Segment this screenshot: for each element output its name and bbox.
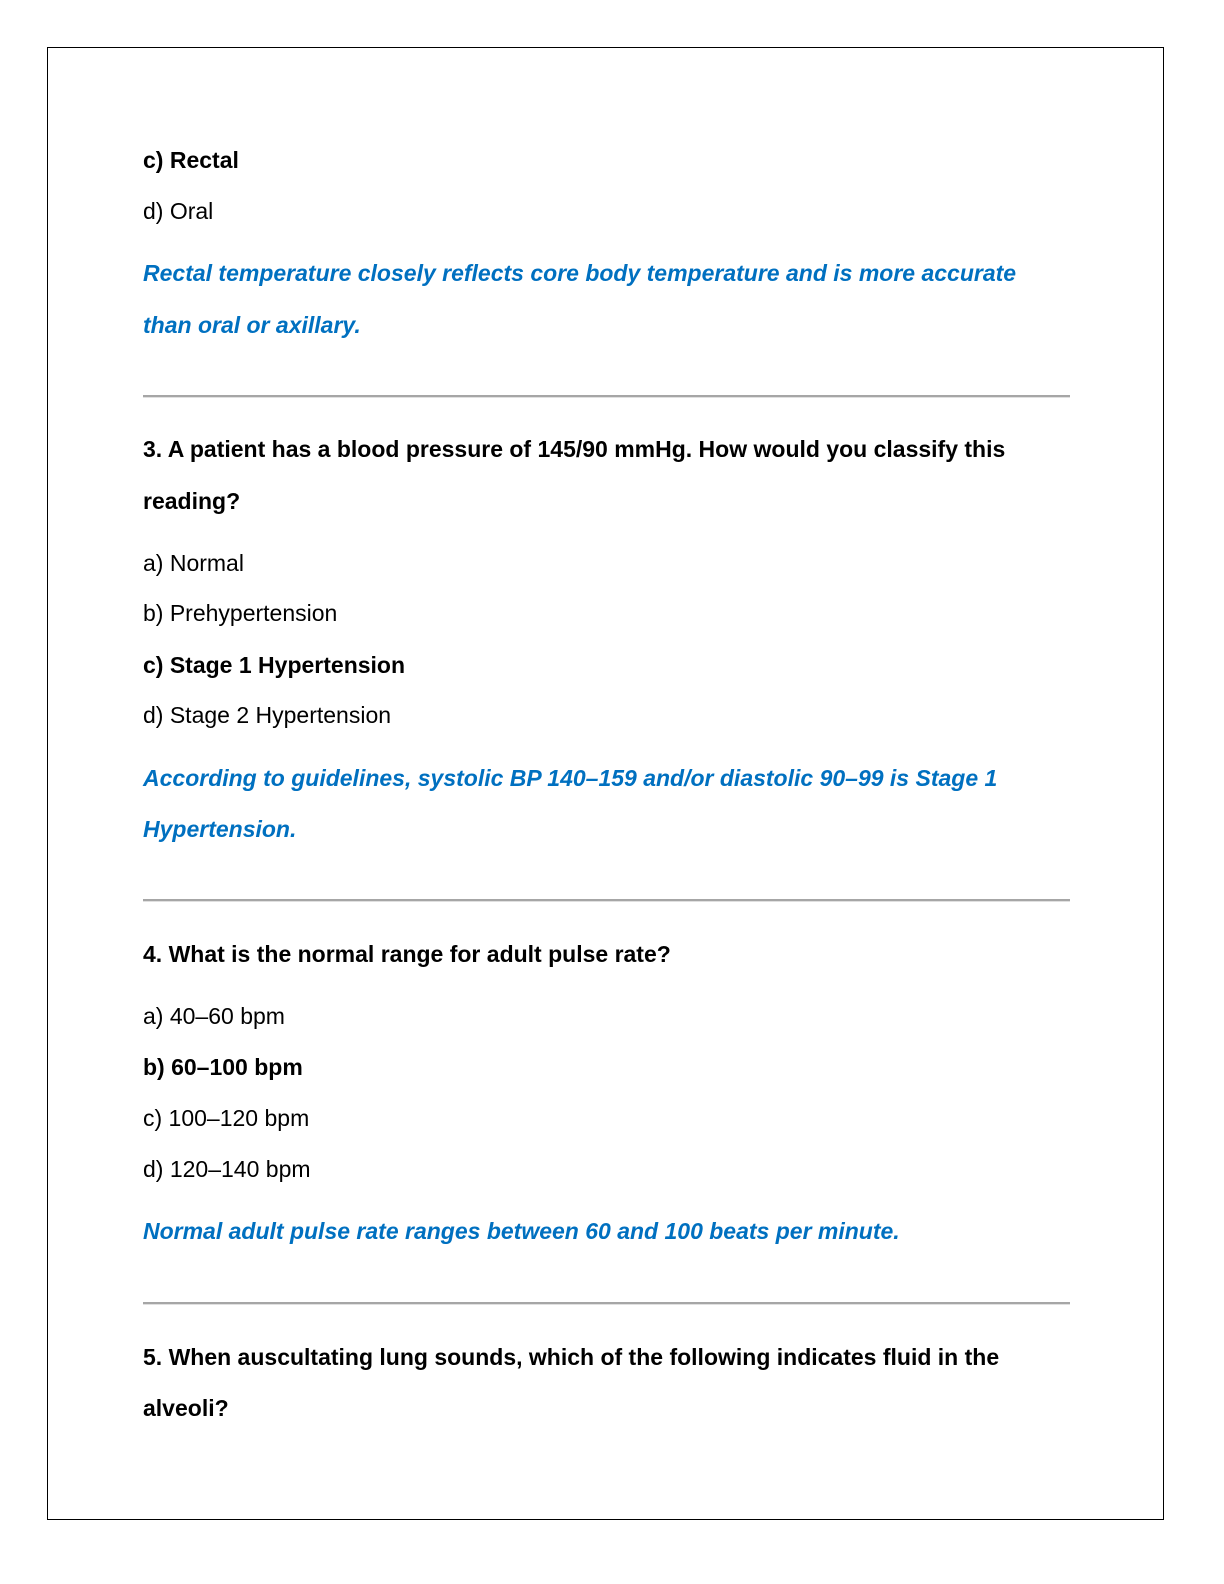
q2-explanation-line2: than oral or axillary.: [143, 312, 361, 338]
q3-question-line1: 3. A patient has a blood pressure of 145/90 mmHg. How would you classify this: [143, 436, 1006, 462]
q3-option-c-correct: c) Stage 1 Hypertension: [143, 652, 406, 678]
q5-question-line2: alveoli?: [143, 1395, 229, 1421]
divider: [143, 1302, 1070, 1304]
q2-option-c-correct: c) Rectal: [143, 147, 239, 173]
divider: [143, 899, 1070, 901]
q4-option-c: c) 100–120 bpm: [143, 1105, 310, 1131]
q3-option-d: d) Stage 2 Hypertension: [143, 702, 392, 728]
q4-option-b-correct: b) 60–100 bpm: [143, 1054, 303, 1080]
q3-explanation-line2: Hypertension.: [143, 816, 297, 842]
q4-question: 4. What is the normal range for adult pulse rate?: [143, 941, 671, 967]
q4-option-d: d) 120–140 bpm: [143, 1156, 311, 1182]
q3-explanation-line1: According to guidelines, systolic BP 140–159 and/or diastolic 90–99 is Stage 1: [143, 765, 998, 791]
q4-option-a: a) 40–60 bpm: [143, 1003, 285, 1029]
divider: [143, 395, 1070, 397]
q4-explanation: Normal adult pulse rate ranges between 60 and 100 beats per minute.: [143, 1218, 900, 1244]
q5-question-line1: 5. When auscultating lung sounds, which of the following indicates fluid in the: [143, 1344, 1000, 1370]
q2-explanation-line1: Rectal temperature closely reflects core body temperature and is more accurate: [143, 260, 1017, 286]
q3-question-line2: reading?: [143, 488, 241, 514]
q3-option-b: b) Prehypertension: [143, 600, 338, 626]
q3-option-a: a) Normal: [143, 550, 244, 576]
q2-option-d: d) Oral: [143, 198, 214, 224]
